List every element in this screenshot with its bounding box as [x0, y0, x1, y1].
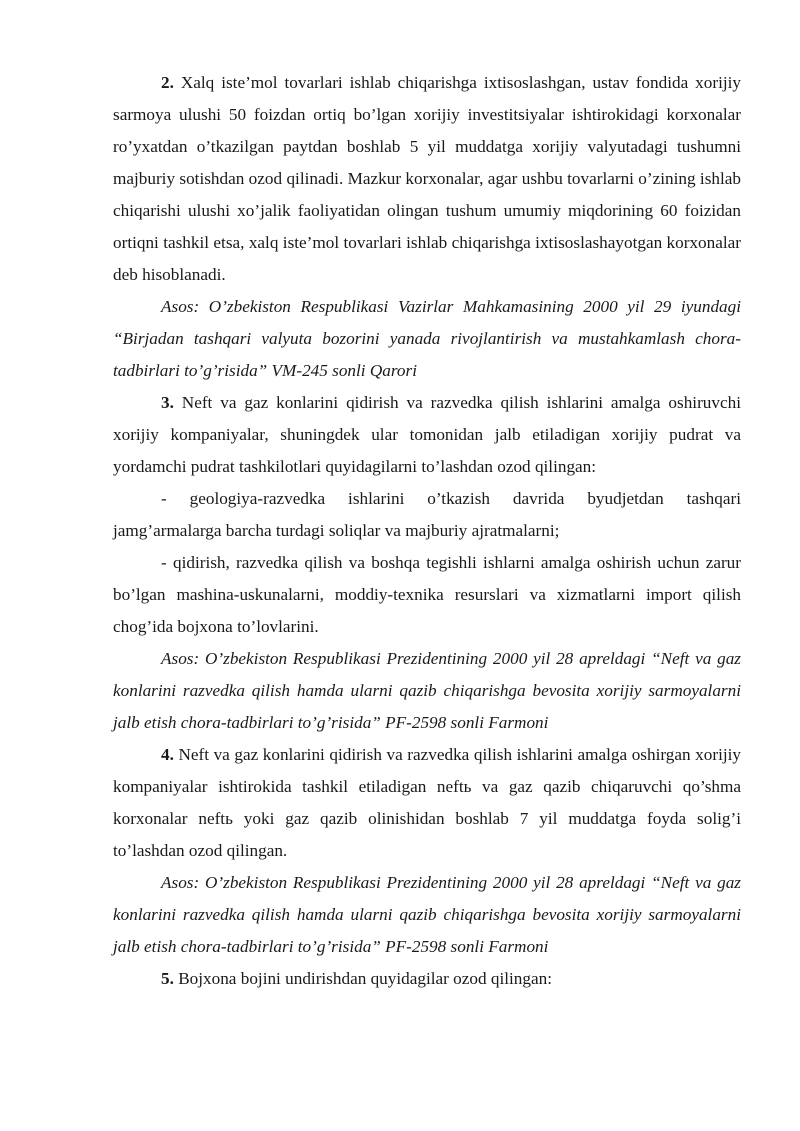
paragraph-item-5: [113, 963, 741, 995]
document-page: [113, 67, 741, 995]
paragraph-number: 3.: [161, 393, 174, 412]
source-citation: Asos: O’zbekiston Respublikasi Vazirlar Mahkamasining 2000 yil 29 iyundagi “Birjadan tashqari valyuta bozorini yanada rivojlantirish va mustahkamlash chora-tadbirlari to’g’risida” VM-245 sonli Qarori: [113, 297, 741, 380]
paragraph-item-3: [113, 387, 741, 483]
paragraph-text: Neft va gaz konlarini qidirish va razvedka qilish ishlarini amalga oshiruvchi xorijiy kompaniyalar, shuningdek ular tomonidan jalb etiladigan xorijiy pudrat va yordamchi pudrat tashkilotlari quyidagilarni to’lashdan ozod qilingan:: [113, 393, 741, 476]
source-citation: Asos: O’zbekiston Respublikasi Prezidentining 2000 yil 28 apreldagi “Neft va gaz konlarini razvedka qilish hamda ularni qazib chiqarishga bevosita xorijiy sarmoyalarni jalb etish chora-tadbirlari to’g’risida” PF-2598 sonli Farmoni: [113, 649, 741, 732]
paragraph-text: Neft va gaz konlarini qidirish va razvedka qilish ishlarini amalga oshirgan xorijiy kompaniyalar ishtirokida tashkil etiladigan neftь va gaz qazib chiqaruvchi qo’shma korxonalar neftь yoki gaz qazib olinishidan boshlab 7 yil muddatga foyda solig’i to’lashdan ozod qilingan.: [113, 745, 741, 860]
paragraph-item-2: [113, 67, 741, 291]
paragraph-number: 4.: [161, 745, 174, 764]
paragraph-number: 2.: [161, 73, 174, 92]
list-item: - qidirish, razvedka qilish va boshqa tegishli ishlarni amalga oshirish uchun zarur bo’lgan mashina-uskunalarni, moddiy-texnika resurslari va xizmatlarni import qilish chog’ida bojxona to’lovlarini.: [113, 553, 741, 636]
paragraph-text: Xalq iste’mol tovarlari ishlab chiqarishga ixtisoslashgan, ustav fondida xorijiy sarmoya ulushi 50 foizdan ortiq bo’lgan xorijiy investitsiyalar ishtirokidagi korxonalar ro’yxatdan o’tkazilgan paytdan boshlab 5 yil muddatga xorijiy valyutadagi tushumni majburiy sotishdan ozod qilinadi. Mazkur korxonalar, agar ushbu tovarlarni o’zining ishlab chiqarishi ulushi xo’jalik faoliyatidan olingan tushum umumiy miqdorining 60 foizidan ortiqni tashkil etsa, xalq iste’mol tovarlari ishlab chiqarishga ixtisoslashayotgan korxonalar deb hisoblanadi.: [113, 73, 741, 284]
paragraph-number: 5.: [161, 969, 174, 988]
list-item: - geologiya-razvedka ishlarini o’tkazish davrida byudjetdan tashqari jamg’armalarga barcha turdagi soliqlar va majburiy ajratmalarni;: [113, 489, 741, 540]
paragraph-text: Bojxona bojini undirishdan quyidagilar ozod qilingan:: [173, 969, 552, 988]
source-citation: Asos: O’zbekiston Respublikasi Prezidentining 2000 yil 28 apreldagi “Neft va gaz konlarini razvedka qilish hamda ularni qazib chiqarishga bevosita xorijiy sarmoyalarni jalb etish chora-tadbirlari to’g’risida” PF-2598 sonli Farmoni: [113, 873, 741, 956]
paragraph-item-4: [113, 739, 741, 867]
